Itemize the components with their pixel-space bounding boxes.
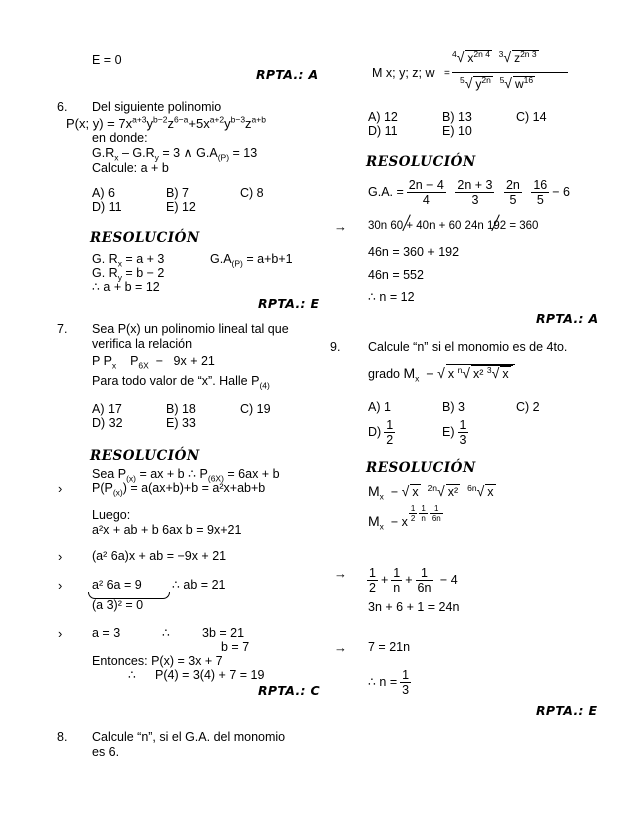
polynomial-expression: P(x; $y) = 7x^{a+3}y^{b-2}z^{6-a}+5x^{a+2}y^{b-3}z^{a+b}$ xyxy=(66,114,266,131)
arrow-icon: → xyxy=(334,219,347,234)
solution-line: 46n = 360 + 192 xyxy=(368,245,460,259)
monomial-denominator: $^5$√ $y^{2n}$ $^5$√ $w^{16}$ xyxy=(460,75,534,91)
option-a: A) 6 xyxy=(92,186,115,200)
problem-number: 7. xyxy=(57,322,68,336)
therefore-symbol: ∴ xyxy=(128,668,136,682)
solution-line: $M_x$ − √ x $^{2n}$√ x² $^{6n}$√ x xyxy=(368,482,494,502)
problem-number: 9. xyxy=(330,340,341,354)
fraction-bar xyxy=(452,72,568,73)
solution-line: a² 6a = 9 xyxy=(92,578,142,592)
therefore-symbol: ∴ xyxy=(162,626,170,640)
solution-line: P(4) = 3(4) + 7 = 19 xyxy=(155,668,265,682)
problem-number: 8. xyxy=(57,730,68,744)
arrow-icon: › xyxy=(58,626,63,641)
solution-line: $G.A_{(P)} = a+b+1$ xyxy=(210,252,293,269)
solution-line: 3b = 21 xyxy=(202,626,245,640)
option-d: D) $\frac{1}{2}$ xyxy=(368,418,394,447)
monomial-expression: grado $M_x$ − √ x $^n$√ x² $^3$√ x xyxy=(368,364,515,382)
solution-line: G. $R_y = b - 2$ xyxy=(92,266,165,283)
option-d: D) 11 xyxy=(368,124,398,138)
solution-line: Luego: xyxy=(92,508,131,522)
problem-statement: Calcule “n”, si el G.A. del monomio xyxy=(92,730,286,744)
solution-line: ∴ n = $\frac{1}{3}$ xyxy=(368,668,410,697)
answer-label: RPTA.: C xyxy=(258,683,320,698)
solution-line: a²x + ab + b 6ax b = 9x+21 xyxy=(92,523,242,537)
solution-line: G.A. = $\frac{2n - 4}{4}$ $\frac{2n + 3}{3}$ $\frac{2n}{5}$ $\frac{16}{5}$ − 6 xyxy=(368,178,570,207)
option-c: C) 8 xyxy=(240,186,264,200)
solution-line: a = 3 xyxy=(92,626,121,640)
option-b: B) 7 xyxy=(166,186,189,200)
resolution-heading: RESOLUCIÓN xyxy=(366,154,476,170)
solution-line: b = 7 xyxy=(221,640,250,654)
resolution-heading: RESOLUCIÓN xyxy=(366,460,476,476)
option-e: E) 33 xyxy=(166,416,196,430)
problem-statement: Calcule “n” si el monomio es de 4to. xyxy=(368,340,568,354)
text-line: en donde: xyxy=(92,131,148,145)
question-line: Calcule: a + b xyxy=(92,161,169,175)
solution-line: Sea $P_{(x)}$ = ax + b ∴ $P_{(6X)} = 6ax + b$ xyxy=(92,467,280,484)
problem-statement: Del siguiente polinomio xyxy=(92,100,222,114)
problem-statement: Para todo valor de “x”. Halle $P_{(4)}$ xyxy=(92,374,270,391)
solution-line: ∴ n = 12 xyxy=(368,290,415,304)
answer-label: RPTA.: E xyxy=(536,703,598,718)
arrow-icon: › xyxy=(58,578,63,593)
solution-line: ∴ ab = 21 xyxy=(172,578,226,592)
arrow-icon: → xyxy=(334,640,347,655)
option-b: B) 13 xyxy=(442,110,472,124)
option-e: E) 10 xyxy=(442,124,472,138)
answer-label: RPTA.: A xyxy=(256,67,319,82)
solution-line: 30n 60 + 40n + 60 24n 192 = 360 xyxy=(368,220,539,232)
option-e: E) 12 xyxy=(166,200,196,214)
solution-line: 7 = 21n xyxy=(368,640,411,654)
solution-line: 46n = 552 xyxy=(368,268,424,282)
option-a: A) 1 xyxy=(368,400,391,414)
solution-line: G. $R_x = a + 3$ xyxy=(92,252,165,269)
option-e: E) $\frac{1}{3}$ xyxy=(442,418,467,447)
relation-expression: P $P_x$ $P_{6X}$ − 9x + 21 xyxy=(92,354,215,371)
option-c: C) 2 xyxy=(516,400,540,414)
arrow-icon: → xyxy=(334,566,347,581)
answer-label: RPTA.: E xyxy=(258,296,320,311)
solution-line: 3n + 6 + 1 = 24n xyxy=(368,600,460,614)
answer-label: RPTA.: A xyxy=(536,311,599,326)
solution-line: Entonces: P(x) = 3x + 7 xyxy=(92,654,223,668)
resolution-heading: RESOLUCIÓN xyxy=(90,230,200,246)
resolution-heading: RESOLUCIÓN xyxy=(90,448,200,464)
solution-line: ∴ a + b = 12 xyxy=(92,280,160,294)
option-c: C) 19 xyxy=(240,402,271,416)
option-c: C) 14 xyxy=(516,110,547,124)
option-a: A) 17 xyxy=(92,402,122,416)
monomial-label: M x; y; z; w xyxy=(372,66,435,80)
problem-statement: Sea P(x) un polinomio lineal tal que xyxy=(92,322,289,336)
arrow-icon: › xyxy=(58,481,63,496)
equals-sign: = xyxy=(444,68,450,79)
arrow-icon: › xyxy=(58,549,63,564)
solution-line: $\frac{1}{2}$ + $\frac{1}{n}$ + $\frac{1}{6n}$ − 4 xyxy=(369,566,458,595)
solution-line: (a² 6a)x + ab = −9x + 21 xyxy=(92,549,227,563)
problem-number: 6. xyxy=(57,100,68,114)
solution-line: $P(P_{(x)}) = a(ax+b)+b = a^2x+ab+b$ xyxy=(92,481,266,498)
e-equals-zero: E = 0 xyxy=(92,53,122,67)
option-d: D) 11 xyxy=(92,200,122,214)
option-a: A) 12 xyxy=(368,110,398,124)
option-b: B) 18 xyxy=(166,402,196,416)
condition-line: $G.R_x - G.R_y = 3$ ∧ $G.A_{(P)} = 13$ xyxy=(92,146,258,163)
option-d: D) 32 xyxy=(92,416,123,430)
solution-line: (a 3)² = 0 xyxy=(92,598,144,612)
option-b: B) 3 xyxy=(442,400,465,414)
solution-line: $M_x - x$ $\frac{1}{2}$ $\frac{1}{n}$ $\frac{1}{6n}$ xyxy=(368,504,441,532)
problem-statement: es 6. xyxy=(92,745,120,759)
monomial-numerator: $^4$√ $x^{2n 4}$ $^3$√ $z^{2n 3}$ xyxy=(452,49,537,65)
problem-statement: verifica la relación xyxy=(92,337,193,351)
